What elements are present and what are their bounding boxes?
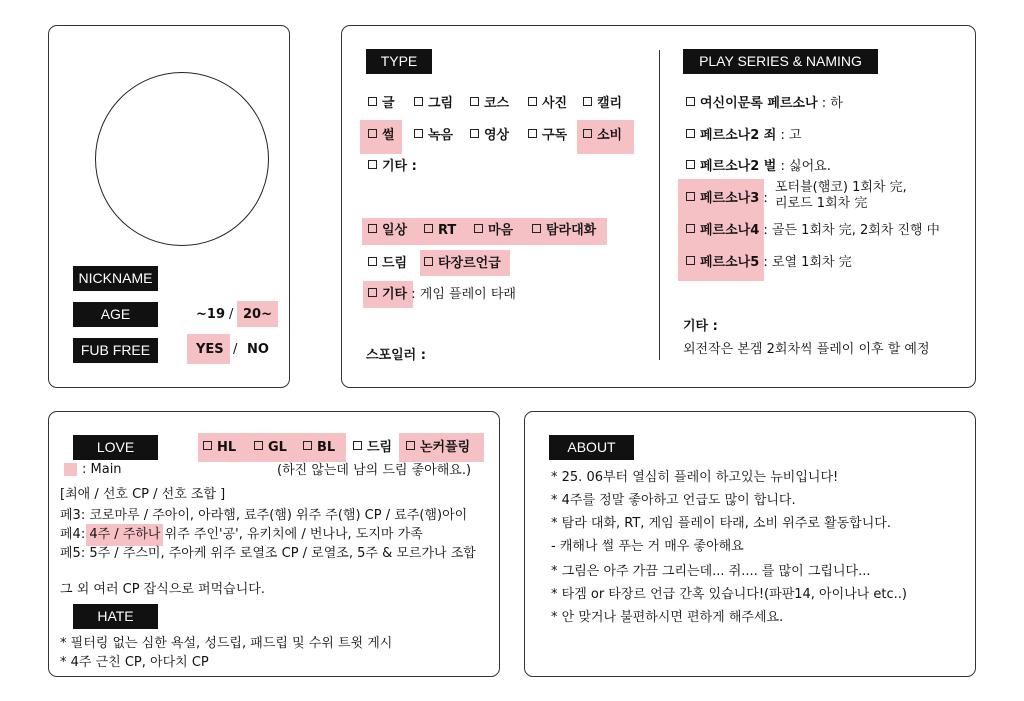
love-bracket-heading: [최애 / 선호 CP / 선호 조합 ] — [60, 487, 226, 502]
checkbox-icon — [583, 97, 592, 106]
love-other: 그 외 여러 CP 잡식으로 퍼먹습니다. — [60, 582, 265, 597]
checkbox-icon — [528, 97, 537, 106]
play-item-persona2-ep: 페르소나2 벌 : 싫어요. — [686, 158, 831, 176]
type-option-rt: RT — [424, 222, 456, 240]
checkbox-icon — [532, 224, 541, 233]
about-item-6: * 타겜 or 타장르 언급 간혹 있습니다!(파판14, 아이나나 etc..) — [551, 587, 907, 602]
fub-option-no: NO — [247, 342, 269, 357]
checkbox-icon — [474, 224, 483, 233]
play-item-persona3: 페르소나3 : — [686, 190, 768, 208]
love-p5: 페5: 5주 / 주스미, 주아케 위주 로열조 CP / 로열조, 5주 & 모르가나 조합 — [60, 546, 476, 561]
type-option-other-genre: 타장르언급 — [424, 255, 501, 273]
about-label: ABOUT — [549, 435, 634, 460]
about-item-3: * 탐라 대화, RT, 게임 플레이 타래, 소비 위주로 활동합니다. — [551, 516, 891, 531]
about-item-5: * 그림은 아주 가끔 그리는데... 쥐.... 를 많이 그립니다... — [551, 564, 871, 579]
play-item-persona1: 여신이문록 페르소나 : 하 — [686, 95, 843, 113]
age-separator: / — [229, 307, 234, 322]
type-option-photo: 사진 — [528, 95, 567, 113]
love-option-bl: BL — [303, 439, 335, 457]
checkbox-icon — [368, 97, 377, 106]
type-option-calligraphy: 캘리 — [583, 95, 622, 113]
love-p4: 페4: 4주 / 주하나 위주 주인'공', 유키치에 / 번나나, 도지마 가족 — [60, 527, 423, 542]
play-etc-label: 기타 : — [683, 319, 718, 334]
fub-separator: / — [233, 342, 238, 357]
hate-item-1: * 필터링 없는 심한 욕설, 성드립, 패드립 및 수위 트윗 게시 — [60, 636, 393, 651]
type-option-text: 글 — [368, 95, 395, 113]
type-play-divider — [659, 50, 660, 360]
checkbox-icon — [686, 160, 695, 169]
hate-label: HATE — [73, 604, 158, 629]
hate-item-2: * 4주 근친 CP, 아다치 CP — [60, 655, 209, 670]
age-option-under19: ~19 — [196, 307, 225, 322]
checkbox-icon — [424, 224, 433, 233]
age-label: AGE — [73, 302, 158, 327]
about-item-1: * 25. 06부터 열심히 플레이 하고있는 뉴비입니다! — [551, 470, 839, 485]
type-option-subscribe: 구독 — [528, 127, 567, 145]
play-etc-value: 외전작은 본겜 2회차씩 플레이 이후 할 예정 — [683, 342, 930, 357]
checkbox-icon — [424, 257, 433, 266]
checkbox-icon — [686, 256, 695, 265]
main-legend-text: : Main — [82, 462, 122, 477]
love-p3: 페3: 코로마루 / 주아이, 아라햄, 료주(햄) 위주 주(햄) CP / 료주(햄)아이 — [60, 508, 468, 523]
type-option-daily: 일상 — [368, 222, 407, 240]
checkbox-icon — [368, 224, 377, 233]
checkbox-icon — [583, 129, 592, 138]
type-label: TYPE — [366, 49, 432, 74]
fub-free-label: FUB FREE — [73, 338, 158, 363]
checkbox-icon — [686, 192, 695, 201]
checkbox-icon — [368, 129, 377, 138]
checkbox-icon — [470, 97, 479, 106]
type-etc-2: 기타 : 게임 플레이 타래 — [368, 286, 516, 304]
checkbox-icon — [414, 129, 423, 138]
play-series-label: PLAY SERIES & NAMING — [683, 49, 878, 74]
checkbox-icon — [353, 441, 362, 450]
checkbox-icon — [686, 224, 695, 233]
play-item-persona4: 페르소나4 : 골든 1회차 完, 2회차 진행 中 — [686, 222, 940, 240]
type-option-drawing: 그림 — [414, 95, 453, 113]
play-item-persona3-line1: 포터블(햄코) 1회차 完, — [775, 180, 907, 195]
play-item-persona3-line2: 리로드 1회차 完 — [775, 196, 868, 211]
type-option-recording: 녹음 — [414, 127, 453, 145]
checkbox-icon — [368, 288, 377, 297]
main-legend-swatch — [64, 463, 77, 476]
type-option-consume: 소비 — [583, 127, 622, 145]
checkbox-icon — [406, 441, 415, 450]
love-p4-main: 4주 / 주하나 — [89, 527, 161, 542]
love-dream-note: (하진 않는데 남의 드림 좋아해요.) — [277, 463, 472, 478]
checkbox-icon — [686, 129, 695, 138]
love-label: LOVE — [73, 435, 158, 460]
type-option-timeline-chat: 탐라대화 — [532, 222, 596, 240]
type-option-heart: 마음 — [474, 222, 513, 240]
fub-option-yes: YES — [196, 342, 224, 357]
type-etc-1: 기타 : — [368, 158, 417, 176]
checkbox-icon — [528, 129, 537, 138]
type-option-dream: 드림 — [368, 255, 407, 273]
play-item-persona5: 페르소나5 : 로열 1회차 完 — [686, 254, 852, 272]
love-option-dream: 드림 — [353, 439, 392, 457]
about-item-4: - 캐해나 썰 푸는 거 매우 좋아해요 — [551, 539, 744, 554]
checkbox-icon — [368, 160, 377, 169]
checkbox-icon — [303, 441, 312, 450]
type-spoiler: 스포일러 : — [366, 348, 426, 363]
checkbox-icon — [470, 129, 479, 138]
checkbox-icon — [254, 441, 263, 450]
play-item-persona2-is: 페르소나2 죄 : 고 — [686, 127, 802, 145]
love-option-gl: GL — [254, 439, 287, 457]
checkbox-icon — [368, 257, 377, 266]
about-item-2: * 4주를 정말 좋아하고 언급도 많이 합니다. — [551, 493, 796, 508]
love-option-hl: HL — [203, 439, 236, 457]
checkbox-icon — [686, 97, 695, 106]
love-option-noncp: 논커플링 — [406, 439, 470, 457]
checkbox-icon — [414, 97, 423, 106]
about-item-7: * 안 맞거나 불편하시면 편하게 해주세요. — [551, 610, 784, 625]
age-option-20plus: 20~ — [243, 307, 272, 322]
type-option-ssul: 썰 — [368, 127, 395, 145]
checkbox-icon — [203, 441, 212, 450]
nickname-label: NICKNAME — [73, 266, 158, 291]
type-option-cosplay: 코스 — [470, 95, 509, 113]
profile-avatar-circle[interactable] — [95, 72, 269, 246]
type-option-video: 영상 — [470, 127, 509, 145]
